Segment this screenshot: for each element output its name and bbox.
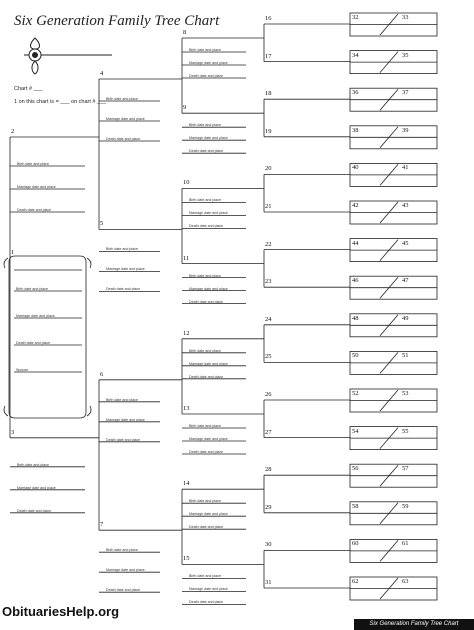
person-number-46: 46 <box>352 277 359 285</box>
field-label-death-15: Death date and place <box>189 600 224 605</box>
person-number-12: 12 <box>183 329 190 337</box>
field-label-birth-2: Birth date and place <box>17 162 49 166</box>
person-number-29: 29 <box>265 503 272 511</box>
field-label-marriage-13: Marriage date and place <box>189 437 228 441</box>
field-label-birth-1: Birth date and place <box>16 287 48 291</box>
field-label-death-3: Death date and place <box>17 508 52 513</box>
person-number-23: 23 <box>265 278 272 286</box>
person-number-16: 16 <box>265 15 272 22</box>
person-number-28: 28 <box>265 466 272 474</box>
field-label-death-8: Death date and place <box>189 74 224 78</box>
field-label-death-2: Death date and place <box>17 208 52 212</box>
field-label-marriage-5: Marriage date and place <box>106 267 145 272</box>
person-number-20: 20 <box>265 165 272 173</box>
field-label-marriage-3: Marriage date and place <box>17 485 56 490</box>
field-label-marriage-1: Marriage date and place <box>16 314 55 318</box>
person-number-36: 36 <box>352 89 359 97</box>
field-label-marriage-8: Marriage date and place <box>189 61 228 65</box>
person-number-34: 34 <box>352 51 359 59</box>
person-number-38: 38 <box>352 126 359 134</box>
person-number-14: 14 <box>183 480 190 488</box>
person-number-51: 51 <box>402 352 409 360</box>
person-number-60: 60 <box>352 540 359 548</box>
person-number-61: 61 <box>402 540 409 548</box>
person-number-33: 33 <box>402 14 409 21</box>
field-label-marriage-9: Marriage date and place <box>189 136 228 141</box>
field-label-marriage-6: Marriage date and place <box>106 417 145 422</box>
person-number-50: 50 <box>352 352 359 360</box>
field-label-marriage-12: Marriage date and place <box>189 361 228 366</box>
field-label-death-10: Death date and place <box>189 224 224 229</box>
field-label-death-5: Death date and place <box>106 287 141 292</box>
person-number-21: 21 <box>265 203 272 210</box>
person-number-48: 48 <box>352 314 359 322</box>
person-number-10: 10 <box>183 179 190 187</box>
person-number-7: 7 <box>100 521 104 529</box>
person-number-47: 47 <box>402 277 409 285</box>
person-number-37: 37 <box>402 89 409 97</box>
field-label-marriage-4: Marriage date and place <box>106 117 145 121</box>
person-number-31: 31 <box>265 579 272 586</box>
field-label-death-12: Death date and place <box>189 374 224 379</box>
person-number-57: 57 <box>402 465 409 473</box>
person-number-62: 62 <box>352 578 359 585</box>
field-label-death-6: Death date and place <box>106 437 141 442</box>
person-number-52: 52 <box>352 390 359 397</box>
person-number-15: 15 <box>183 555 190 563</box>
person-number-44: 44 <box>352 239 359 247</box>
person-number-53: 53 <box>402 390 409 397</box>
person-number-41: 41 <box>402 164 409 172</box>
field-label-marriage-7: Marriage date and place <box>106 568 145 573</box>
person-number-56: 56 <box>352 465 359 473</box>
field-label-birth-9: Birth date and place <box>189 123 221 128</box>
site-logo: ObituariesHelp.org <box>2 604 120 619</box>
field-label-birth-5: Birth date and place <box>106 247 138 252</box>
person-number-63: 63 <box>402 578 409 585</box>
person-number-49: 49 <box>402 314 409 322</box>
person-number-43: 43 <box>402 202 409 209</box>
person-number-58: 58 <box>352 502 359 510</box>
field-label-birth-14: Birth date and place <box>189 499 221 504</box>
field-label-death-13: Death date and place <box>189 450 224 454</box>
field-label-death-4: Death date and place <box>106 137 141 141</box>
field-label-birth-10: Birth date and place <box>189 198 221 203</box>
person-number-9: 9 <box>183 104 187 112</box>
field-label-death-7: Death date and place <box>106 588 141 593</box>
person-number-8: 8 <box>183 29 187 36</box>
field-label-marriage-15: Marriage date and place <box>189 587 228 592</box>
field-label-spouse-1: Spouse <box>16 368 29 372</box>
person-1-frame <box>4 256 91 418</box>
person-number-59: 59 <box>402 502 409 510</box>
chart-title: Six Generation Family Tree Chart <box>14 13 220 29</box>
person-number-13: 13 <box>183 405 190 412</box>
person-number-6: 6 <box>100 370 104 378</box>
field-label-death-1: Death date and place <box>16 341 51 345</box>
field-label-birth-3: Birth date and place <box>17 462 49 467</box>
person-number-24: 24 <box>265 315 272 323</box>
field-label-death-11: Death date and place <box>189 299 224 304</box>
person-number-17: 17 <box>265 52 272 60</box>
field-label-birth-13: Birth date and place <box>189 424 221 428</box>
person-number-3: 3 <box>11 428 15 436</box>
field-label-birth-4: Birth date and place <box>106 97 138 101</box>
field-label-birth-7: Birth date and place <box>106 548 138 553</box>
person-number-1: 1 <box>11 249 15 256</box>
field-label-death-9: Death date and place <box>189 149 224 154</box>
person-number-25: 25 <box>265 353 272 361</box>
person-number-42: 42 <box>352 202 359 209</box>
person-number-19: 19 <box>265 127 272 135</box>
field-label-birth-11: Birth date and place <box>189 273 221 278</box>
person-number-32: 32 <box>352 14 359 21</box>
field-label-birth-8: Birth date and place <box>189 48 221 52</box>
person-number-11: 11 <box>183 254 190 262</box>
person-number-4: 4 <box>100 70 104 77</box>
field-label-marriage-14: Marriage date and place <box>189 512 228 517</box>
person-number-30: 30 <box>265 541 272 549</box>
person-number-22: 22 <box>265 240 272 248</box>
person-number-40: 40 <box>352 164 359 172</box>
person-number-54: 54 <box>352 427 359 435</box>
field-label-birth-6: Birth date and place <box>106 397 138 402</box>
person-number-2: 2 <box>11 128 15 135</box>
person-number-5: 5 <box>100 220 104 228</box>
field-label-birth-15: Birth date and place <box>189 574 221 579</box>
person-number-39: 39 <box>402 126 409 134</box>
person-number-18: 18 <box>265 90 272 98</box>
same-as-field[interactable]: 1 on this chart is = ___ on chart # ___ <box>14 99 107 105</box>
ornament-icon <box>24 38 112 74</box>
field-label-marriage-10: Marriage date and place <box>189 211 228 216</box>
person-number-27: 27 <box>265 428 272 436</box>
field-label-birth-12: Birth date and place <box>189 348 221 353</box>
chart-number-field[interactable]: Chart # ___ <box>14 86 43 92</box>
field-label-marriage-11: Marriage date and place <box>189 286 228 291</box>
person-number-26: 26 <box>265 391 272 398</box>
field-label-death-14: Death date and place <box>189 525 224 530</box>
person-number-45: 45 <box>402 239 409 247</box>
person-number-55: 55 <box>402 427 409 435</box>
footer-bar: Six Generation Family Tree Chart <box>354 619 474 630</box>
field-label-marriage-2: Marriage date and place <box>17 185 56 189</box>
person-number-35: 35 <box>402 51 409 59</box>
